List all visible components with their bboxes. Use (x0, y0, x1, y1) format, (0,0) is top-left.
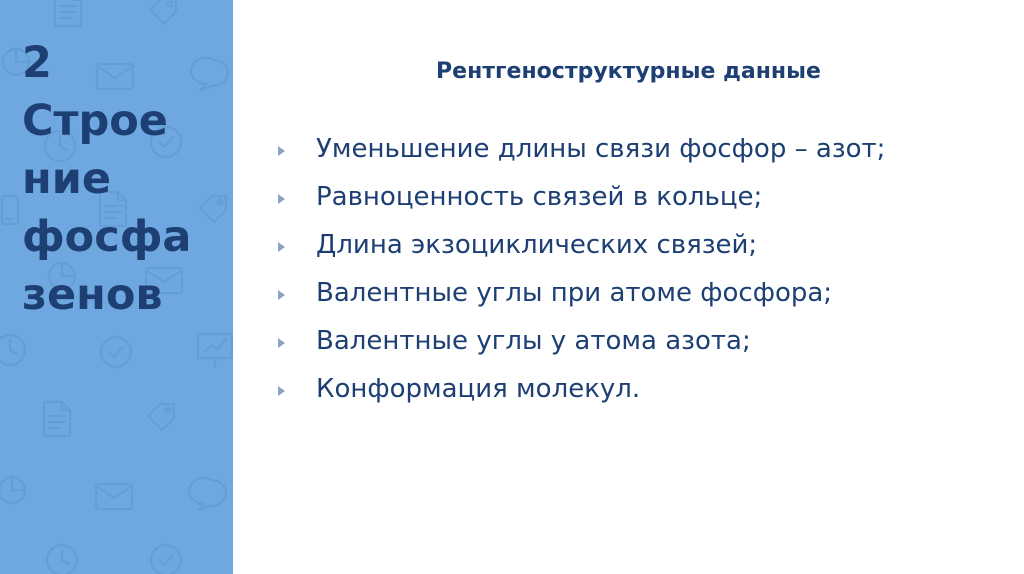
bullet-item (274, 370, 954, 408)
bullet-list (274, 130, 954, 418)
presentation-chart-icon (198, 334, 232, 366)
document-icon (55, 0, 81, 26)
slide-heading: Рентгеноструктурные данные (436, 59, 821, 84)
chat-bubble-icon (189, 478, 226, 510)
section-title (22, 34, 227, 324)
side-panel (0, 0, 233, 574)
bullet-text: Валентные углы у атома азота; (316, 326, 751, 356)
bullet-text: Равноценность связей в кольце; (316, 182, 763, 212)
checkmark-circle-icon (151, 545, 181, 574)
bullet-text: Конформация молекул. (316, 374, 641, 404)
triangle-bullet-icon (278, 338, 285, 348)
document-icon (44, 402, 70, 436)
section-title-line: 2 (22, 38, 52, 88)
triangle-bullet-icon (278, 290, 285, 300)
section-title-line: фосфа (22, 212, 192, 262)
section-title-line: зенов (22, 270, 163, 320)
triangle-bullet-icon (278, 386, 285, 396)
envelope-icon (96, 484, 132, 509)
bullet-item (274, 178, 954, 216)
device-icon (2, 196, 18, 224)
triangle-bullet-icon (278, 194, 285, 204)
bullet-item (274, 130, 954, 168)
triangle-bullet-icon (278, 242, 285, 252)
tag-icon (148, 404, 174, 430)
clock-icon (47, 545, 77, 574)
section-title-line: ние (22, 154, 112, 204)
bullet-text: Валентные углы при атоме фосфора; (316, 278, 833, 308)
clock-icon (0, 335, 25, 365)
pie-chart-icon (0, 477, 25, 503)
bullet-text: Уменьшение длины связи фосфор – азот; (316, 134, 886, 164)
bullet-item (274, 226, 954, 264)
bullet-item (274, 322, 954, 360)
checkmark-circle-icon (101, 337, 131, 367)
triangle-bullet-icon (278, 146, 285, 156)
section-title-line: Строе (22, 96, 168, 146)
bullet-text: Длина экзоциклических связей; (316, 230, 758, 260)
bullet-item (274, 274, 954, 312)
tag-icon (150, 0, 176, 24)
